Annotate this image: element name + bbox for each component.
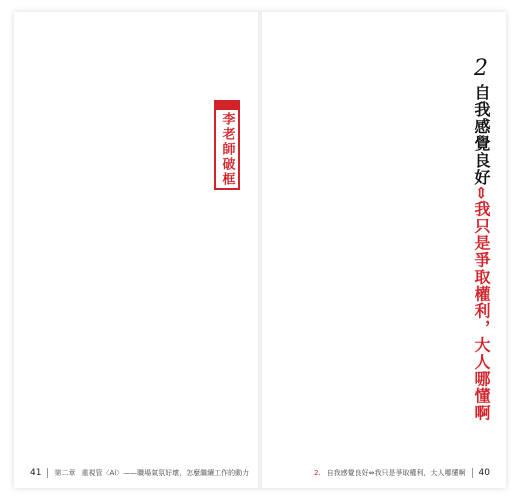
footer-title: 自我感覺良好⇔我只是爭取權利，大人哪懂啊 <box>326 469 466 477</box>
chapter-number: 2 <box>474 56 488 81</box>
title-part-1: 自我感覺良好 <box>472 84 491 186</box>
page-number-right: 40 <box>478 468 490 478</box>
footer-divider <box>472 468 473 478</box>
label-box: 李老師破框 <box>214 108 240 190</box>
left-page <box>14 12 258 488</box>
right-footer <box>314 468 490 478</box>
book-spread <box>14 12 506 488</box>
right-page <box>262 12 506 488</box>
footer-section: 重視管〈Ai〉——職場氣氛好壞，怎麼繼續工作的動力 <box>81 469 250 477</box>
left-footer <box>30 468 249 478</box>
chapter-title <box>470 84 492 421</box>
page-number-left: 41 <box>30 468 42 478</box>
title-part-2: 我只是爭取權利，大人哪懂啊 <box>472 200 491 422</box>
title-arrow: ⇔ <box>472 186 491 201</box>
right-body-text <box>286 62 446 412</box>
left-body-text <box>36 62 212 412</box>
footer-chapter-ref: 2. <box>313 469 321 477</box>
footer-chapter: 第二章 <box>54 469 76 477</box>
footer-divider <box>47 468 48 478</box>
